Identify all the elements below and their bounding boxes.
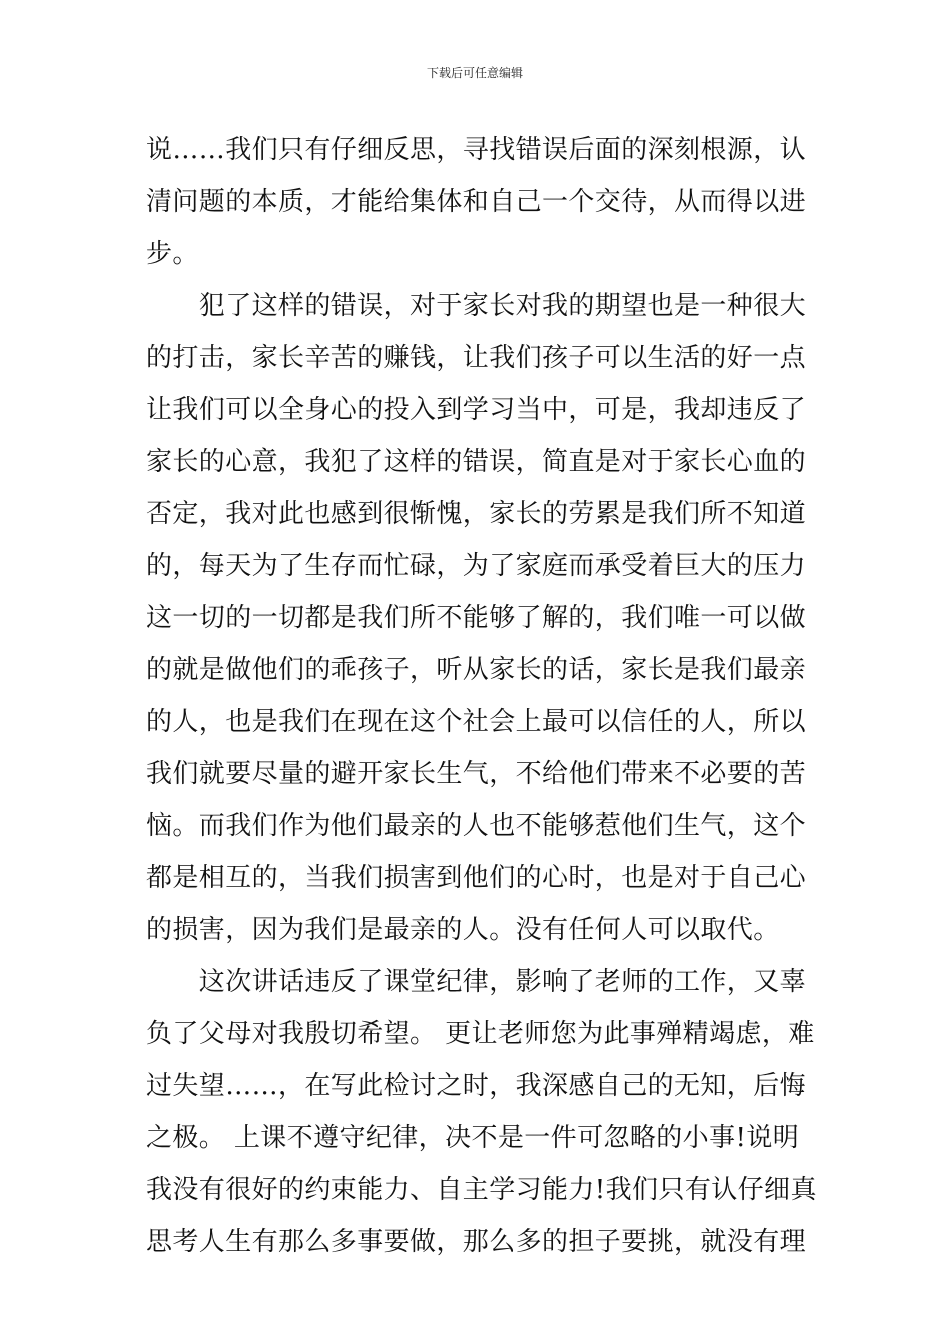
text-line: 负了父母对我殷切希望。 更让老师您为此事殚精竭虑，难 [146,1019,815,1049]
text-line: 恼。而我们作为他们最亲的人也不能够惹他们生气，这个 [146,811,807,841]
text-line: 思考人生有那么多事要做，那么多的担子要挑，就没有理 [146,1227,807,1257]
text-line: 的，每天为了生存而忙碌，为了家庭而承受着巨大的压力 [146,551,807,581]
text-line: 的就是做他们的乖孩子，听从家长的话，家长是我们最亲 [146,655,807,685]
text-line: 的损害，因为我们是最亲的人。没有任何人可以取代。 [146,915,780,945]
text-line: 我没有很好的约束能力、自主学习能力!我们只有认仔细真 [146,1175,817,1205]
text-line: 的人，也是我们在现在这个社会上最可以信任的人，所以 [146,707,807,737]
text-line: 犯了这样的错误，对于家长对我的期望也是一种很大 [146,291,807,321]
text-line: 否定，我对此也感到很惭愧，家长的劳累是我们所不知道 [146,499,807,529]
text-line: 都是相互的，当我们损害到他们的心时，也是对于自己心 [146,863,807,893]
text-line: 步。 [146,239,199,269]
text-line: 清问题的本质，才能给集体和自己一个交待，从而得以进 [146,187,807,217]
text-line: 说……我们只有仔细反思，寻找错误后面的深刻根源，认 [146,135,807,165]
document-body [146,124,816,1268]
text-line: 这次讲话违反了课堂纪律，影响了老师的工作，又辜 [146,967,807,997]
text-line: 的打击，家长辛苦的赚钱，让我们孩子可以生活的好一点 [146,343,807,373]
text-line: 这一切的一切都是我们所不能够了解的，我们唯一可以做 [146,603,807,633]
text-line: 之极。 上课不遵守纪律，决不是一件可忽略的小事!说明 [146,1123,800,1153]
text-line: 我们就要尽量的避开家长生气，不给他们带来不必要的苦 [146,759,807,789]
page-header: 下载后可任意编辑 [426,66,523,80]
text-line: 家长的心意，我犯了这样的错误，简直是对于家长心血的 [146,447,807,477]
text-line: 让我们可以全身心的投入到学习当中，可是，我却违反了 [146,395,807,425]
text-line: 过失望……，在写此检讨之时，我深感自己的无知，后悔 [146,1071,807,1101]
